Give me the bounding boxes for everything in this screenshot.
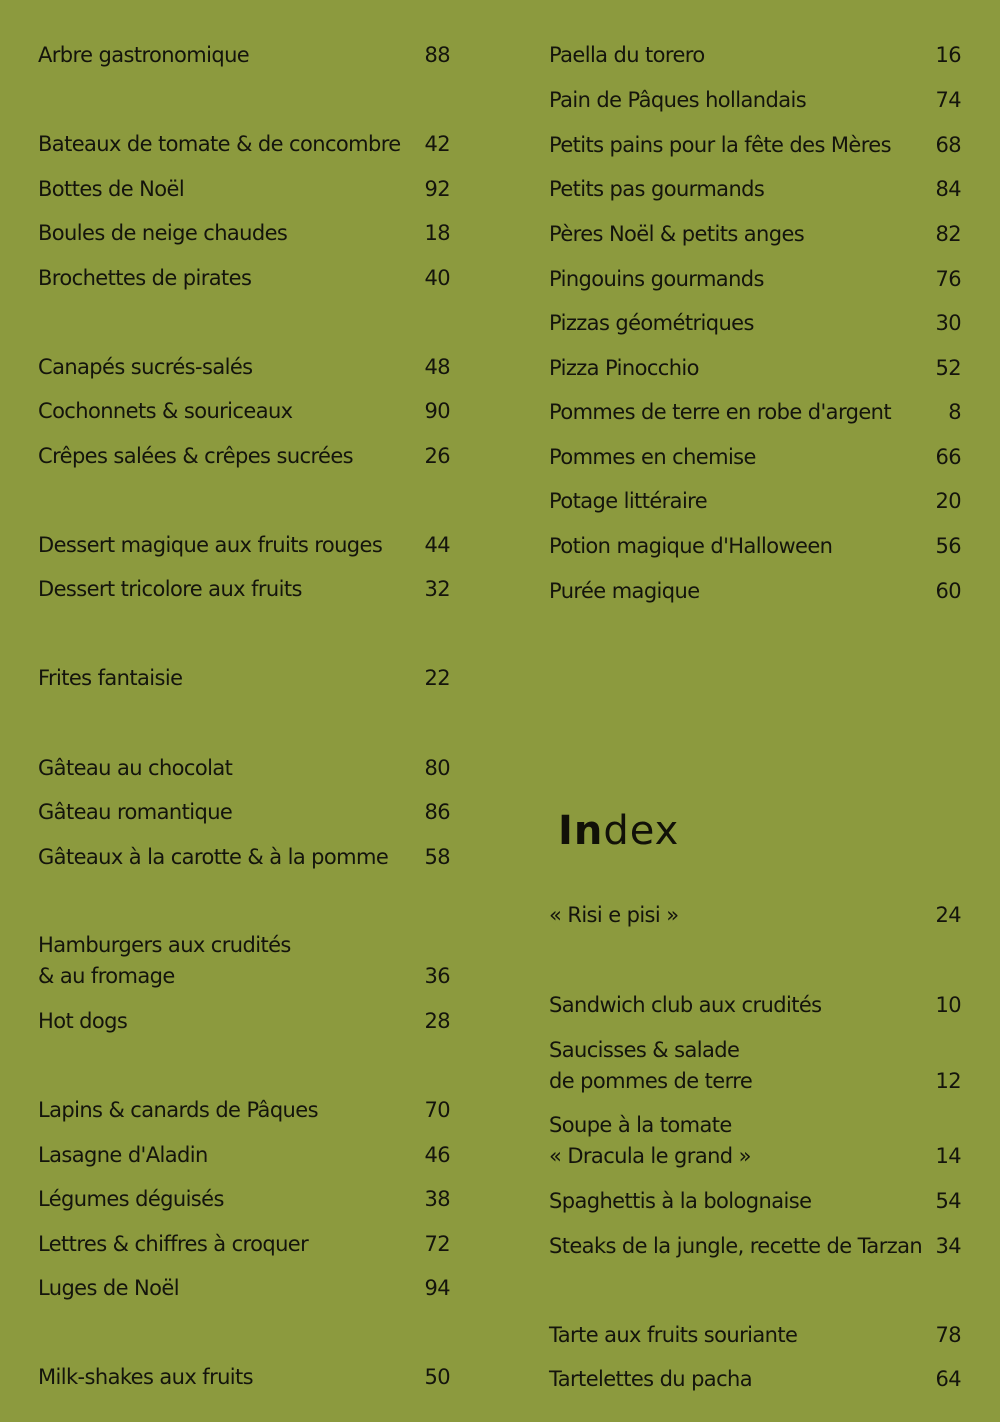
entry-page-number: 94 bbox=[424, 1276, 450, 1300]
index-entry bbox=[38, 574, 450, 605]
entry-page-number: 46 bbox=[424, 1143, 450, 1167]
entry-title: Saucisses & salade de pommes de terre bbox=[549, 1038, 753, 1093]
entry-title: Luges de Noël bbox=[38, 1276, 179, 1300]
entry-title: Pizza Pinocchio bbox=[549, 356, 699, 380]
entry-title: Sandwich club aux crudités bbox=[549, 993, 822, 1017]
entry-page-number: 34 bbox=[935, 1234, 961, 1258]
index-entry bbox=[549, 1320, 961, 1351]
index-entry bbox=[549, 990, 961, 1021]
entry-page-number: 82 bbox=[935, 222, 961, 246]
entry-page-number: 92 bbox=[424, 177, 450, 201]
entry-page-number: 14 bbox=[935, 1144, 961, 1168]
entry-title: Boules de neige chaudes bbox=[38, 221, 288, 245]
index-entry bbox=[38, 1006, 450, 1037]
index-entry bbox=[38, 1184, 450, 1215]
index-entry bbox=[549, 576, 961, 607]
entry-title: Hot dogs bbox=[38, 1009, 128, 1033]
entry-title: Bottes de Noël bbox=[38, 177, 185, 201]
index-entry bbox=[549, 1364, 961, 1395]
entry-title: Bateaux de tomate & de concombre bbox=[38, 132, 401, 156]
index-entry bbox=[38, 797, 450, 828]
entry-title: Purée magique bbox=[549, 579, 700, 603]
index-entry bbox=[38, 663, 450, 694]
index-entry bbox=[549, 531, 961, 562]
entry-title: Pizzas géométriques bbox=[549, 311, 754, 335]
index-entry bbox=[549, 174, 961, 205]
index-entry bbox=[38, 1273, 450, 1304]
index-entry bbox=[38, 842, 450, 873]
entry-page-number: 10 bbox=[935, 993, 961, 1017]
entry-page-number: 30 bbox=[935, 311, 961, 335]
index-entry bbox=[549, 85, 961, 116]
entry-title: Cochonnets & souriceaux bbox=[38, 399, 293, 423]
entry-page-number: 20 bbox=[935, 489, 961, 513]
entry-page-number: 56 bbox=[935, 534, 961, 558]
index-entry bbox=[549, 264, 961, 295]
entry-page-number: 32 bbox=[424, 577, 450, 601]
entry-page-number: 58 bbox=[424, 845, 450, 869]
entry-title: Petits pains pour la fête des Mères bbox=[549, 133, 891, 157]
entry-title: « Risi e pisi » bbox=[549, 903, 679, 927]
index-entry bbox=[38, 530, 450, 561]
index-entry bbox=[38, 40, 450, 71]
index-entry bbox=[38, 1095, 450, 1126]
entry-page-number: 48 bbox=[424, 355, 450, 379]
entry-title: Soupe à la tomate « Dracula le grand » bbox=[549, 1113, 751, 1168]
entry-title: Paella du torero bbox=[549, 43, 705, 67]
entry-page-number: 38 bbox=[424, 1187, 450, 1211]
entry-page-number: 72 bbox=[424, 1232, 450, 1256]
index-entry bbox=[38, 1362, 450, 1393]
entry-title: Petits pas gourmands bbox=[549, 177, 765, 201]
index-entry bbox=[549, 442, 961, 473]
index-heading-bold: In bbox=[558, 808, 604, 854]
index-entry bbox=[38, 753, 450, 784]
entry-page-number: 12 bbox=[935, 1069, 961, 1093]
entry-title: Dessert tricolore aux fruits bbox=[38, 577, 302, 601]
entry-title: Pain de Pâques hollandais bbox=[549, 88, 807, 112]
entry-page-number: 28 bbox=[424, 1009, 450, 1033]
index-entry bbox=[38, 1140, 450, 1171]
entry-title: Pères Noël & petits anges bbox=[549, 222, 805, 246]
entry-title: Potage littéraire bbox=[549, 489, 708, 513]
entry-page-number: 64 bbox=[935, 1367, 961, 1391]
entry-title: Canapés sucrés-salés bbox=[38, 355, 253, 379]
index-entry bbox=[549, 130, 961, 161]
entry-page-number: 40 bbox=[424, 266, 450, 290]
index-entry bbox=[38, 218, 450, 249]
entry-page-number: 88 bbox=[424, 43, 450, 67]
entry-title: Hamburgers aux crudités & au fromage bbox=[38, 933, 291, 988]
entry-title: Légumes déguisés bbox=[38, 1187, 224, 1211]
index-entry bbox=[549, 219, 961, 250]
entry-title: Lasagne d'Aladin bbox=[38, 1143, 208, 1167]
entry-page-number: 18 bbox=[424, 221, 450, 245]
index-entry bbox=[549, 900, 961, 931]
index-entry bbox=[38, 930, 450, 992]
entry-page-number: 26 bbox=[424, 444, 450, 468]
entry-page-number: 74 bbox=[935, 88, 961, 112]
index-entry bbox=[549, 353, 961, 384]
entry-title: Tarte aux fruits souriante bbox=[549, 1323, 798, 1347]
index-entry bbox=[38, 441, 450, 472]
entry-title: Lettres & chiffres à croquer bbox=[38, 1232, 309, 1256]
index-entry bbox=[549, 1110, 961, 1172]
entry-title: Pommes en chemise bbox=[549, 445, 756, 469]
entry-page-number: 44 bbox=[424, 533, 450, 557]
entry-title: Steaks de la jungle, recette de Tarzan bbox=[549, 1234, 923, 1258]
index-heading bbox=[558, 808, 679, 854]
entry-page-number: 60 bbox=[935, 579, 961, 603]
entry-title: Brochettes de pirates bbox=[38, 266, 252, 290]
index-entry bbox=[38, 396, 450, 427]
entry-title: Potion magique d'Halloween bbox=[549, 534, 833, 558]
entry-page-number: 84 bbox=[935, 177, 961, 201]
index-entry bbox=[549, 40, 961, 71]
entry-title: Dessert magique aux fruits rouges bbox=[38, 533, 383, 557]
entry-page-number: 16 bbox=[935, 43, 961, 67]
entry-page-number: 24 bbox=[935, 903, 961, 927]
entry-page-number: 68 bbox=[935, 133, 961, 157]
index-entry bbox=[38, 1229, 450, 1260]
entry-title: Frites fantaisie bbox=[38, 666, 183, 690]
entry-page-number: 66 bbox=[935, 445, 961, 469]
entry-title: Tartelettes du pacha bbox=[549, 1367, 753, 1391]
entry-title: Crêpes salées & crêpes sucrées bbox=[38, 444, 354, 468]
entry-page-number: 80 bbox=[424, 756, 450, 780]
entry-title: Gâteaux à la carotte & à la pomme bbox=[38, 845, 389, 869]
entry-title: Milk-shakes aux fruits bbox=[38, 1365, 254, 1389]
entry-title: Lapins & canards de Pâques bbox=[38, 1098, 318, 1122]
entry-page-number: 50 bbox=[424, 1365, 450, 1389]
index-entry bbox=[38, 352, 450, 383]
index-entry bbox=[38, 174, 450, 205]
entry-title: Spaghettis à la bolognaise bbox=[549, 1189, 812, 1213]
index-entry bbox=[549, 1231, 961, 1262]
entry-page-number: 76 bbox=[935, 267, 961, 291]
entry-page-number: 70 bbox=[424, 1098, 450, 1122]
entry-page-number: 78 bbox=[935, 1323, 961, 1347]
index-entry bbox=[38, 129, 450, 160]
index-entry bbox=[549, 1186, 961, 1217]
entry-title: Pommes de terre en robe d'argent bbox=[549, 400, 892, 424]
entry-title: Arbre gastronomique bbox=[38, 43, 250, 67]
entry-page-number: 90 bbox=[424, 399, 450, 423]
index-entry bbox=[549, 1035, 961, 1097]
index-entry bbox=[549, 308, 961, 339]
entry-page-number: 8 bbox=[948, 400, 961, 424]
entry-page-number: 54 bbox=[935, 1189, 961, 1213]
entry-page-number: 42 bbox=[424, 132, 450, 156]
index-entry bbox=[38, 263, 450, 294]
entry-title: Gâteau au chocolat bbox=[38, 756, 233, 780]
index-entry bbox=[549, 486, 961, 517]
index-heading-rest: dex bbox=[603, 808, 680, 854]
index-entry bbox=[549, 397, 961, 428]
entry-page-number: 86 bbox=[424, 800, 450, 824]
entry-title: Pingouins gourmands bbox=[549, 267, 764, 291]
entry-page-number: 22 bbox=[424, 666, 450, 690]
entry-title: Gâteau romantique bbox=[38, 800, 233, 824]
entry-page-number: 52 bbox=[935, 356, 961, 380]
entry-page-number: 36 bbox=[424, 964, 450, 988]
